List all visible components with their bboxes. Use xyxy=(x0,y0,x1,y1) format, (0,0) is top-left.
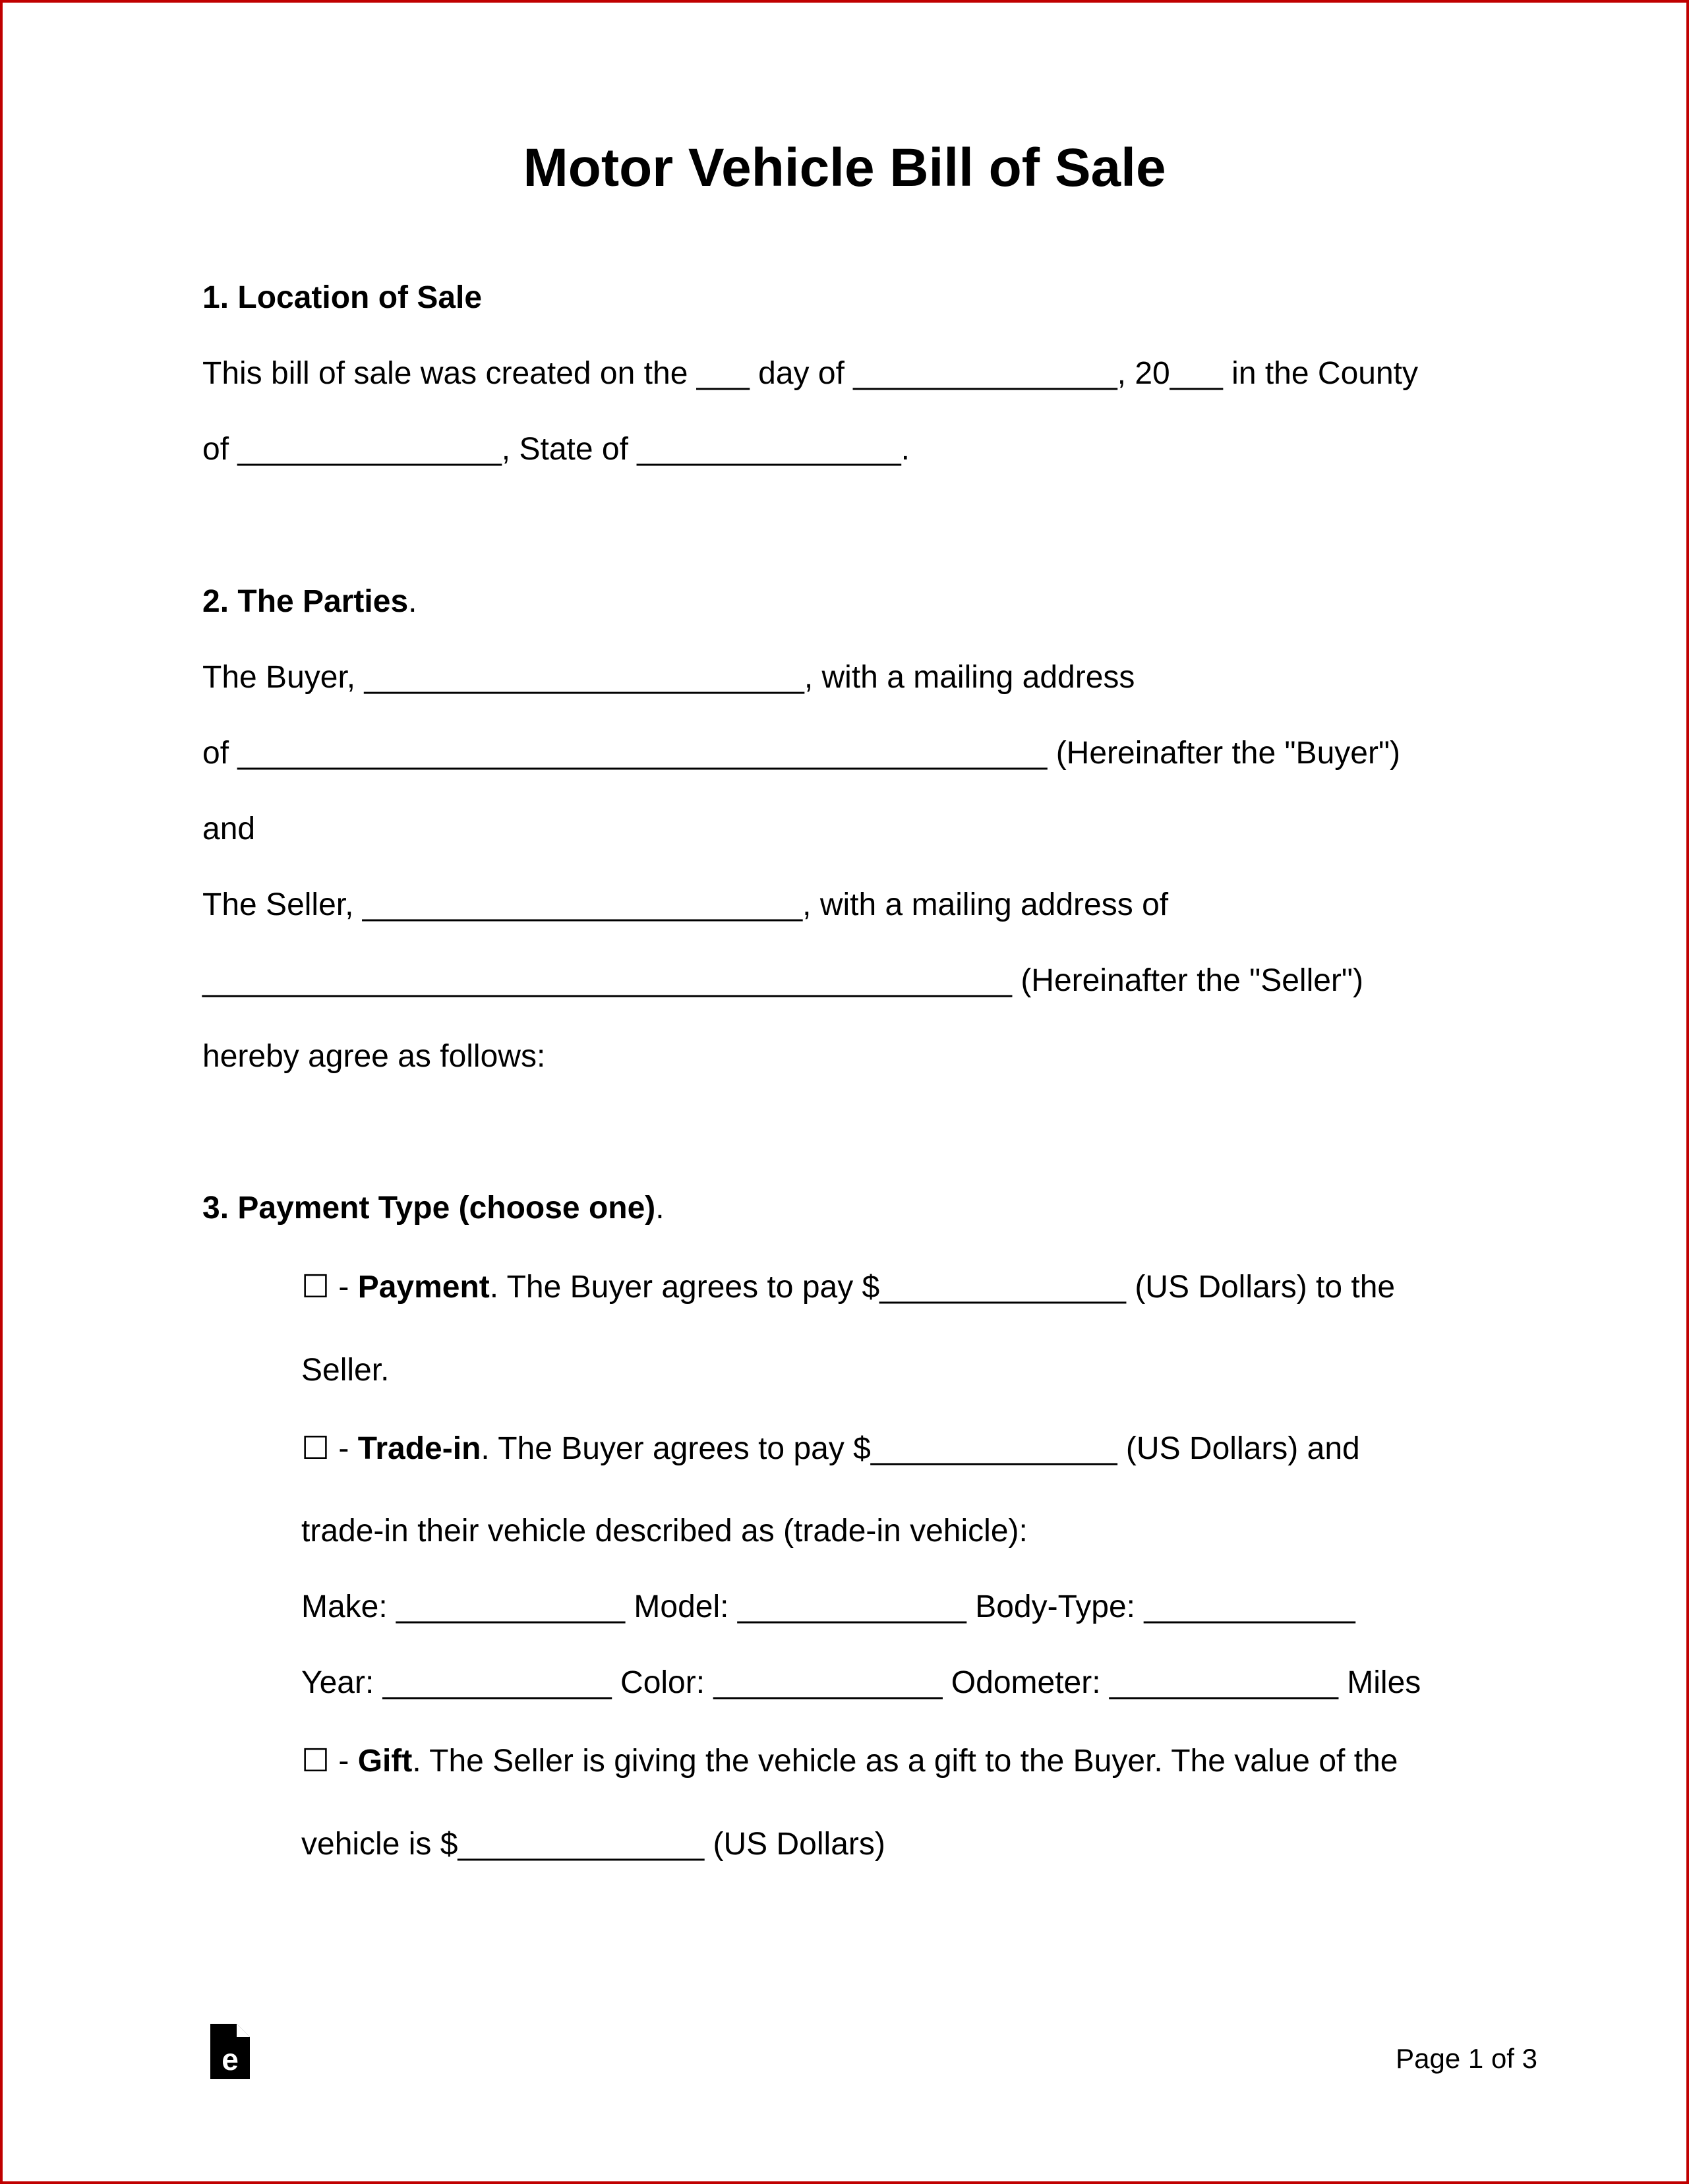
payment-text-line-2: Seller. xyxy=(301,1353,390,1388)
page-number: Page 1 of 3 xyxy=(1396,2043,1537,2074)
seller-address-line: ______________________________________________ (Hereinafter the "Seller") xyxy=(202,963,1363,998)
payment-label: Payment xyxy=(357,1270,490,1305)
tradein-text: . The Buyer agrees to pay $______________ (US Dollars) and xyxy=(481,1431,1360,1466)
svg-text:e: e xyxy=(222,2042,239,2077)
tradein-make-model-line: Make: _____________ Model: _____________ Body-Type: ____________ xyxy=(301,1589,1355,1624)
gift-dash: - xyxy=(330,1744,358,1779)
section-payment-heading xyxy=(202,1189,665,1228)
and-line: and xyxy=(202,812,256,846)
gift-text-line-2: vehicle is $______________ (US Dollars) xyxy=(301,1827,885,1862)
gift-option xyxy=(301,1742,1398,1781)
payment-heading-period: . xyxy=(655,1191,665,1225)
eforms-logo-icon xyxy=(210,2024,250,2079)
buyer-line: The Buyer, _________________________, with a mailing address xyxy=(202,660,1135,695)
gift-text: . The Seller is giving the vehicle as a gift to the Buyer. The value of the xyxy=(412,1744,1398,1779)
parties-heading-text: 2. The Parties xyxy=(202,584,409,619)
location-line-2: of _______________, State of _______________. xyxy=(202,432,910,467)
gift-checkbox[interactable]: ☐ xyxy=(301,1744,330,1779)
buyer-address-line: of ______________________________________________ (Hereinafter the "Buyer") xyxy=(202,736,1400,771)
payment-option xyxy=(301,1268,1395,1307)
document-title: Motor Vehicle Bill of Sale xyxy=(523,138,1166,198)
tradein-text-line-2: trade-in their vehicle described as (trade-in vehicle): xyxy=(301,1514,1028,1549)
tradein-checkbox[interactable]: ☐ xyxy=(301,1431,330,1466)
tradein-label: Trade-in xyxy=(357,1431,481,1466)
tradein-option xyxy=(301,1429,1360,1469)
seller-line: The Seller, _________________________, with a mailing address of xyxy=(202,887,1169,922)
agree-line: hereby agree as follows: xyxy=(202,1039,546,1074)
tradein-dash: - xyxy=(330,1431,358,1466)
section-location-heading: 1. Location of Sale xyxy=(202,280,483,315)
payment-checkbox[interactable]: ☐ xyxy=(301,1270,330,1305)
payment-dash: - xyxy=(330,1270,358,1305)
payment-text: . The Buyer agrees to pay $______________ (US Dollars) to the xyxy=(489,1270,1396,1305)
section-parties-heading xyxy=(202,582,417,622)
payment-heading-text: 3. Payment Type (choose one) xyxy=(202,1191,656,1225)
parties-heading-period: . xyxy=(408,584,417,619)
tradein-year-color-line: Year: _____________ Color: _____________ Odometer: _____________ Miles xyxy=(301,1665,1421,1700)
location-line-1: This bill of sale was created on the ___ day of _______________, 20___ in the County xyxy=(202,356,1418,391)
gift-label: Gift xyxy=(357,1744,413,1779)
